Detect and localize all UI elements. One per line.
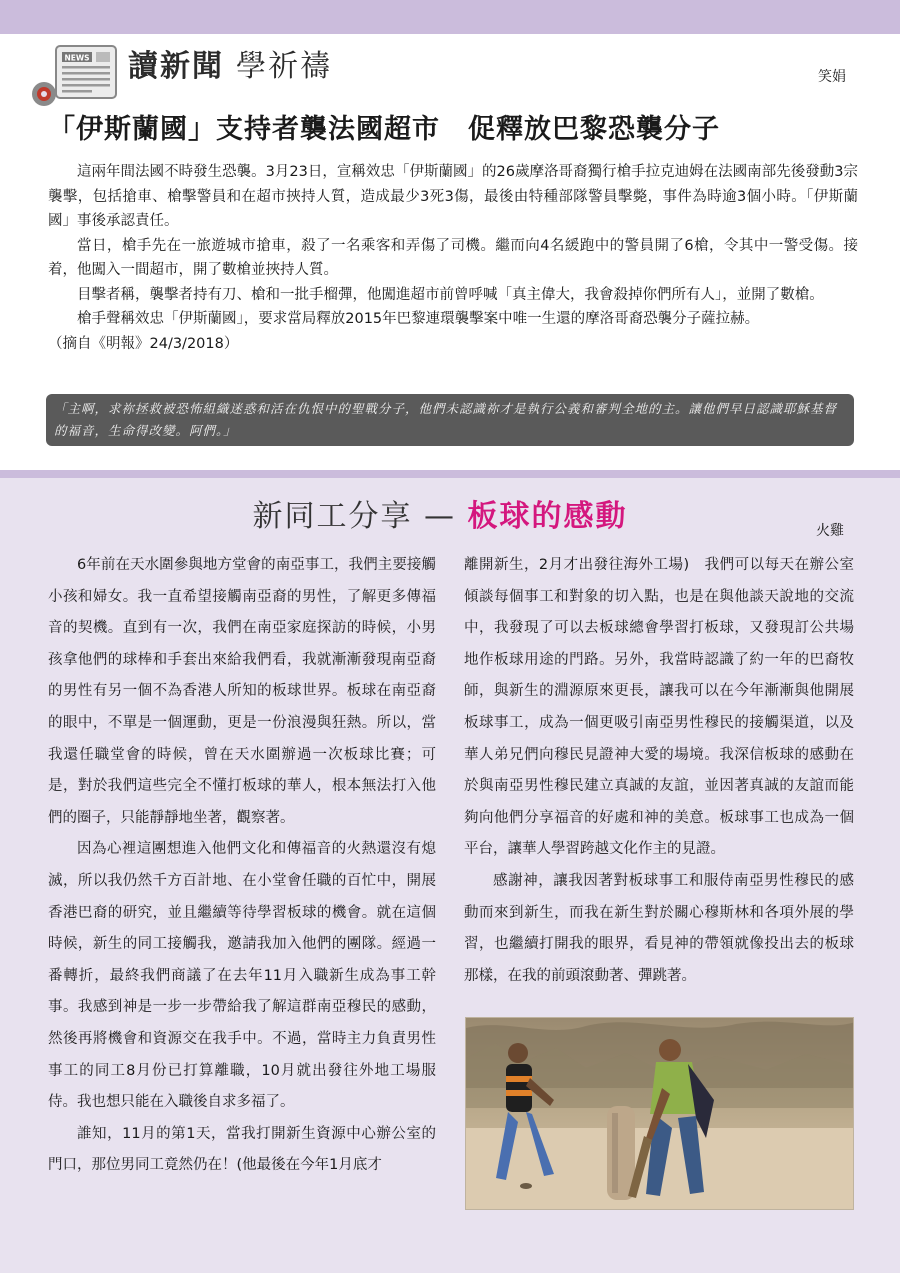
article1-headline: 「伊斯蘭國」支持者襲法國超市 促釋放巴黎恐襲分子 <box>48 114 720 145</box>
section-divider <box>0 470 900 478</box>
article2-title-accent: 板球的感動 <box>467 499 628 534</box>
article2-author: 火雞 <box>816 523 844 539</box>
article2-left-column <box>48 550 436 1182</box>
article2-paragraph: 感謝神，讓我因著對板球事工和服侍南亞男性穆民的感動而來到新生，而我在新生對於關心穆斯林和各項外展的學習，也繼續打開我的眼界，看見神的帶領就像投出去的板球那樣，在我的前頭滾動著、彈跳著。 <box>464 872 854 984</box>
article2-paragraph: 6年前在天水圍參與地方堂會的南亞事工，我們主要接觸小孩和婦女。我一直希望接觸南亞裔的男性，了解更多傳福音的契機。直到有一次，我們在南亞家庭探訪的時候，小男孩拿他們的球棒和手套出來給我們看，我就漸漸發現南亞裔的男性有另一個不為香港人所知的板球世界。板球在南亞裔的眼中，不單是一個運動，更是一份浪漫與狂熱。所以，當我還任職堂會的時候，曾在天水圍辦過一次板球比賽；可是，對於我們這些完全不懂打板球的華人，根本無法打入他們的圈子，只能靜靜地坐著，觀察著。 <box>48 557 436 826</box>
article1-paragraph: 當日，槍手先在一旅遊城市搶車，殺了一名乘客和弄傷了司機。繼而向4名緩跑中的警員開了6槍，令其中一警受傷。接着，他闖入一間超市，開了數槍並挾持人質。 <box>48 237 858 278</box>
top-color-band <box>0 0 900 34</box>
newspaper-icon <box>30 44 120 110</box>
article1-author: 笑娟 <box>818 69 846 85</box>
section-title-light: 學祈禱 <box>236 49 332 84</box>
article1-source: （摘自《明報》24/3/2018） <box>48 335 239 352</box>
article1-paragraph: 這兩年間法國不時發生恐襲。3月23日，宣稱效忠「伊斯蘭國」的26歲摩洛哥裔獨行槍手拉克迪姆在法國南部先後發動3宗襲擊，包括搶車、槍擊警員和在超市挾持人質，造成最少3死3傷，最後由特種部隊警員擊斃，事件為時逾3個小時。「伊斯蘭國」事後承認責任。 <box>48 164 858 229</box>
article2-paragraph: 因為心裡這團想進入他們文化和傳福音的火熱還沒有熄滅，所以我仍然千方百計地、在小堂會任職的百忙中，開展香港巴裔的研究，並且繼續等待學習板球的機會。就在這個時候，新生的同工接觸我，邀請我加入他們的團隊。經過一番轉折，最終我們商議了在去年11月入職新生成為事工幹事。我感到神是一步一步帶給我了解這群南亞穆民的感動，然後再將機會和資源交在我手中。不過，當時主力負責男性事工的同工8月份已打算離職，10月就出發往外地工場服侍。我也想只能在入職後自求多福了。 <box>48 841 436 1111</box>
article1-paragraph: 槍手聲稱效忠「伊斯蘭國」，要求當局釋放2015年巴黎連環襲擊案中唯一生還的摩洛哥裔恐襲分子薩拉赫。 <box>77 311 760 327</box>
news-icon-label: NEWS <box>64 53 90 63</box>
article1-body <box>48 160 858 356</box>
article1-paragraph: 目擊者稱，襲擊者持有刀、槍和一批手榴彈，他闖進超市前曾呼喊「真主偉大，我會殺掉你們所有人」，並開了數槍。 <box>77 286 824 303</box>
article2-right-column <box>464 550 854 992</box>
prayer-box: 「主啊，求祢拯救被恐怖組織迷惑和活在仇恨中的聖戰分子，他們未認識祢才是執行公義和審判全地的主。讓他們早日認識耶穌基督的福音，生命得改變。阿們。」 <box>46 394 854 446</box>
article2-title <box>0 496 900 538</box>
article2-paragraph: 離開新生，2月才出發往海外工場) 我們可以每天在辦公室傾談每個事工和對象的切入點，也是在與他談天說地的交流中，我發現了可以去板球總會學習打板球，又發現訂公共場地作板球用途的門路。另外，我當時認識了約一年的巴裔牧師，與新生的淵源原來更長，讓我可以在今年漸漸與他開展板球事工，成為一個更吸引南亞男性穆民的接觸渠道，以及華人弟兄們向穆民見證神大愛的場境。我深信板球的感動在於與南亞男性穆民建立真誠的友誼，並因著真誠的友誼而能夠向他們分享福音的好處和神的美意。板球事工也成為一個平台，讓華人學習跨越文化作主的見證。 <box>464 557 854 858</box>
article2-paragraph: 誰知，11月的第1天，當我打開新生資源中心辦公室的門口，那位男同工竟然仍在！(他最後在今年1月底才 <box>48 1125 436 1174</box>
section-title <box>128 47 332 87</box>
cricket-photo <box>465 1017 854 1210</box>
section-title-strong: 讀新聞 <box>128 49 224 84</box>
article2-title-light: 新同工分享 — <box>252 499 468 534</box>
